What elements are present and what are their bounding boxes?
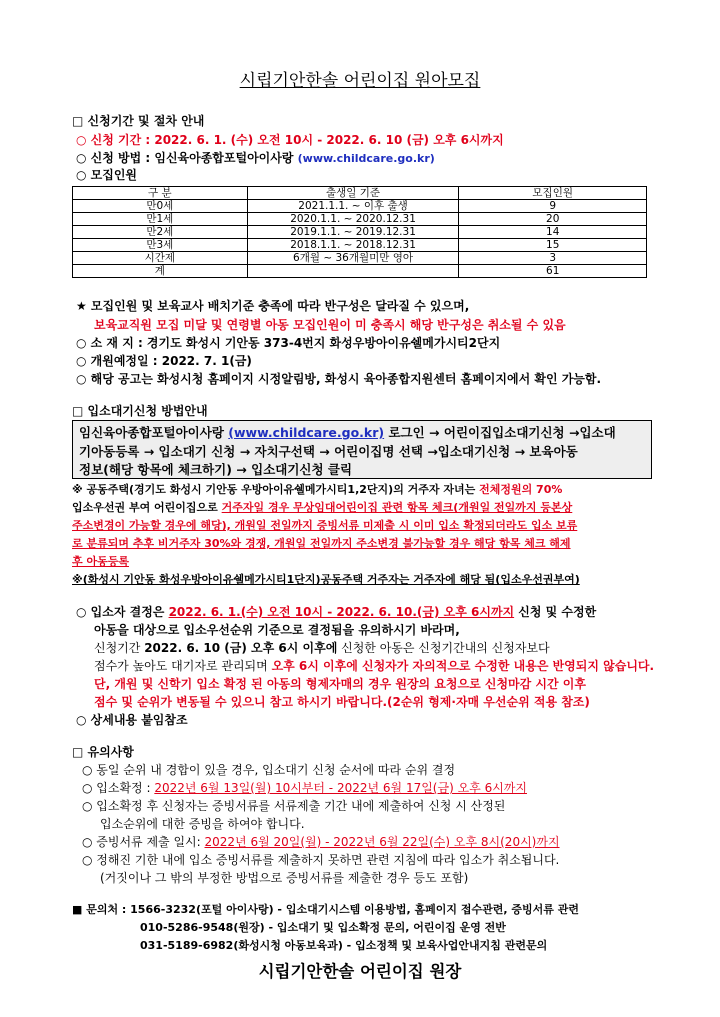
decision-line6: 점수 및 순위가 변동될 수 있으니 참고 하시기 바랍니다.(2순위 형제·자매 우선순위 적용 참조) [94,695,590,709]
housing-note-line6: ※(화성시 기안동 화성우방아이유쉘메가시티1단지)공동주택 거주자는 거주자에 해당 됨(입소우선권부여) [72,573,580,586]
precaution-5b: (거짓이나 그 밖의 부정한 방법으로 증빙서류를 제출한 경우 등도 포함) [100,871,469,885]
application-period: ○ 신청 기간 : 2022. 6. 1. (수) 오전 10시 - 2022. 6. 10 (금) 오후 6시까지 [76,133,504,147]
opening-date: ○ 개원예정일 : 2022. 7. 1(금) [76,354,252,368]
table-total-label: 계 [73,265,248,278]
table-row [73,200,647,213]
childcare-url-link[interactable]: (www.childcare.go.kr) [297,152,435,165]
procedure-line1 [79,423,616,441]
childcare-url-link[interactable]: (www.childcare.go.kr) [228,425,385,440]
decision-deadline: 2022. 6. 10 (금) 오후 6시 이후에 [144,641,338,655]
decision-period: 2022. 6. 1.(수) 오전 10시 - 2022. 6. 10.(금) 오후 6시까지 [168,605,515,619]
section-heading-application: □ 신청기간 및 절차 안내 [72,114,205,128]
table-cell: 만0세 [73,200,248,213]
decision-text: 신청한 아동은 신청기간내의 신청자보다 [337,641,550,655]
housing-note-line5: 후 아동등록 [72,555,129,568]
housing-note-line3: 주소변경이 가능할 경우에 해당), 개원일 전일까지 증빙서류 미제출 시 이미 입소 확정되더라도 입소 보류 [72,519,578,532]
table-cell: 6개월 ~ 36개월미만 영아 [247,252,459,265]
notice-location: ○ 해당 공고는 화성시청 홈페이지 시정알림방, 화성시 육아종합지원센터 홈페이지에서 확인 가능함. [76,372,602,386]
table-cell [247,265,459,278]
decision-line7: ○ 상세내용 붙임참조 [76,713,188,727]
table-header: 출생일 기준 [247,187,459,200]
decision-text: ○ 입소자 결정은 [76,605,169,619]
housing-note-line4: 로 분류되며 추후 비거주자 30%와 경쟁, 개원일 전일까지 주소변경 불가능할 경우 해당 항목 체크 해제 [72,537,571,550]
table-row [73,252,647,265]
decision-line3 [94,639,550,656]
table-cell: 2018.1.1. ~ 2018.12.31 [247,239,459,252]
table-cell: 만3세 [73,239,248,252]
housing-note-line2 [72,499,572,515]
document-submission-period: 2022년 6월 20일(월) - 2022년 6월 22일(수) 오후 8시(20시)까지 [204,835,560,849]
table-header-row [73,187,647,200]
table-total-row [73,265,647,278]
procedure-line2: 기아동등록 → 입소대기 신청 → 자치구선택 → 어린이집명 선택 →입소대기신청 → 보육아동 [79,444,578,459]
precaution-1: ○ 동일 순위 내 경합이 있을 경우, 입소대기 신청 순서에 따라 순위 결정 [82,763,456,777]
page-title: 시립기안한솔 어린이집 원아모집 [239,71,481,91]
table-header: 모집인원 [459,187,647,200]
recruitment-table [72,186,647,278]
star-note-line1: ★ 모집인원 및 보육교사 배치기준 충족에 따라 반구성은 달라질 수 있으며, [76,299,470,313]
table-row [73,226,647,239]
contact-line1: ■ 문의처 : 1566-3232(포털 아이사랑) - 입소대기시스템 이용방법, 홈페이지 접수관련, 증빙서류 관련 [72,903,579,916]
recruitment-label: ○ 모집인원 [76,168,138,182]
table-cell: 2020.1.1. ~ 2020.12.31 [247,213,459,226]
precaution-label: ○ 입소확정 : [82,781,155,795]
table-cell: 만2세 [73,226,248,239]
section-heading-waitlist: □ 입소대기신청 방법안내 [72,404,208,418]
table-row [73,213,647,226]
decision-line1 [76,603,596,620]
signature: 시립기안한솔 어린이집 원장 [258,962,462,981]
housing-quota: 전체정원의 70% [479,483,563,496]
decision-warning: 오후 6시 이후에 신청자가 자의적으로 수정한 내용은 반영되지 않습니다. [271,659,655,673]
contact-line2: 010-5286-9548(원장) - 입소대기 및 입소확정 문의, 어린이집 운영 전반 [140,921,506,934]
table-total-value: 61 [459,265,647,278]
housing-note-line1 [72,481,562,497]
precaution-label: ○ 증빙서류 제출 일시: [82,835,205,849]
decision-line2: 아동을 대상으로 입소우선순위 기준으로 결정됨을 유의하시기 바라며, [94,623,460,637]
table-cell: 3 [459,252,647,265]
precaution-5a: ○ 정해진 기한 내에 입소 증빙서류를 제출하지 못하면 관련 지침에 따라 입소가 취소됩니다. [82,853,560,867]
table-row [73,239,647,252]
table-cell: 14 [459,226,647,239]
application-method-label: ○ 신청 방법 : 임신육아종합포털아이사랑 [76,151,298,165]
precaution-4 [82,833,560,850]
precaution-2 [82,779,527,796]
housing-note-text: ※ 공동주택(경기도 화성시 기안동 우방아이유쉘메가시티1,2단지)의 거주자 자녀는 [72,483,480,496]
table-cell: 9 [459,200,647,213]
table-cell: 시간제 [73,252,248,265]
section-heading-precautions: □ 유의사항 [72,745,134,759]
procedure-portal-name: 임신육아종합포털아이사랑 [79,425,229,440]
admission-confirm-period: 2022년 6월 13일(월) 10시부터 - 2022년 6월 17일(금) 오후 6시까지 [154,781,527,795]
housing-note-text: 입소우선권 부여 어린이집으로 [72,501,222,514]
decision-line4 [94,657,654,674]
contact-line3: 031-5189-6982(화성시청 아동보육과) - 입소정책 및 보육사업안내지침 관련문의 [140,939,548,952]
decision-text: 점수가 높아도 대기자로 관리되며 [94,659,272,673]
application-method [76,149,435,166]
waitlist-procedure-box [72,420,652,479]
precaution-3b: 입소순위에 대한 증빙을 하여야 합니다. [100,817,305,831]
table-cell: 20 [459,213,647,226]
precaution-3a: ○ 입소확정 후 신청자는 증빙서류를 서류제출 기간 내에 제출하여 신청 시 산정된 [82,799,506,813]
housing-note-emphasis: 거주자일 경우 무상임대어린이집 관련 항목 체크(개원일 전일까지 등본상 [221,501,573,514]
table-cell: 15 [459,239,647,252]
table-cell: 만1세 [73,213,248,226]
facility-address: ○ 소 재 지 : 경기도 화성시 기안동 373-4번지 화성우방아이유쉘메가시티2단지 [76,336,501,350]
procedure-steps-1: 로그인 → 어린이집입소대기신청 →입소대 [384,425,616,440]
table-header: 구 분 [73,187,248,200]
table-cell: 2019.1.1. ~ 2019.12.31 [247,226,459,239]
decision-line5: 단, 개원 및 신학기 입소 확정 된 아동의 형제자매의 경우 원장의 요청으로 신청마감 시간 이후 [94,677,586,691]
table-cell: 2021.1.1. ~ 이후 출생 [247,200,459,213]
decision-text: 신청기간 [94,641,145,655]
star-note-line2: 보육교직원 모집 미달 및 연령별 아동 모집인원이 미 충족시 해당 반구성은 취소될 수 있음 [94,318,566,332]
decision-text: 신청 및 수정한 [514,605,597,619]
procedure-line3: 정보(해당 항목에 체크하기) → 입소대기신청 클릭 [79,462,353,477]
